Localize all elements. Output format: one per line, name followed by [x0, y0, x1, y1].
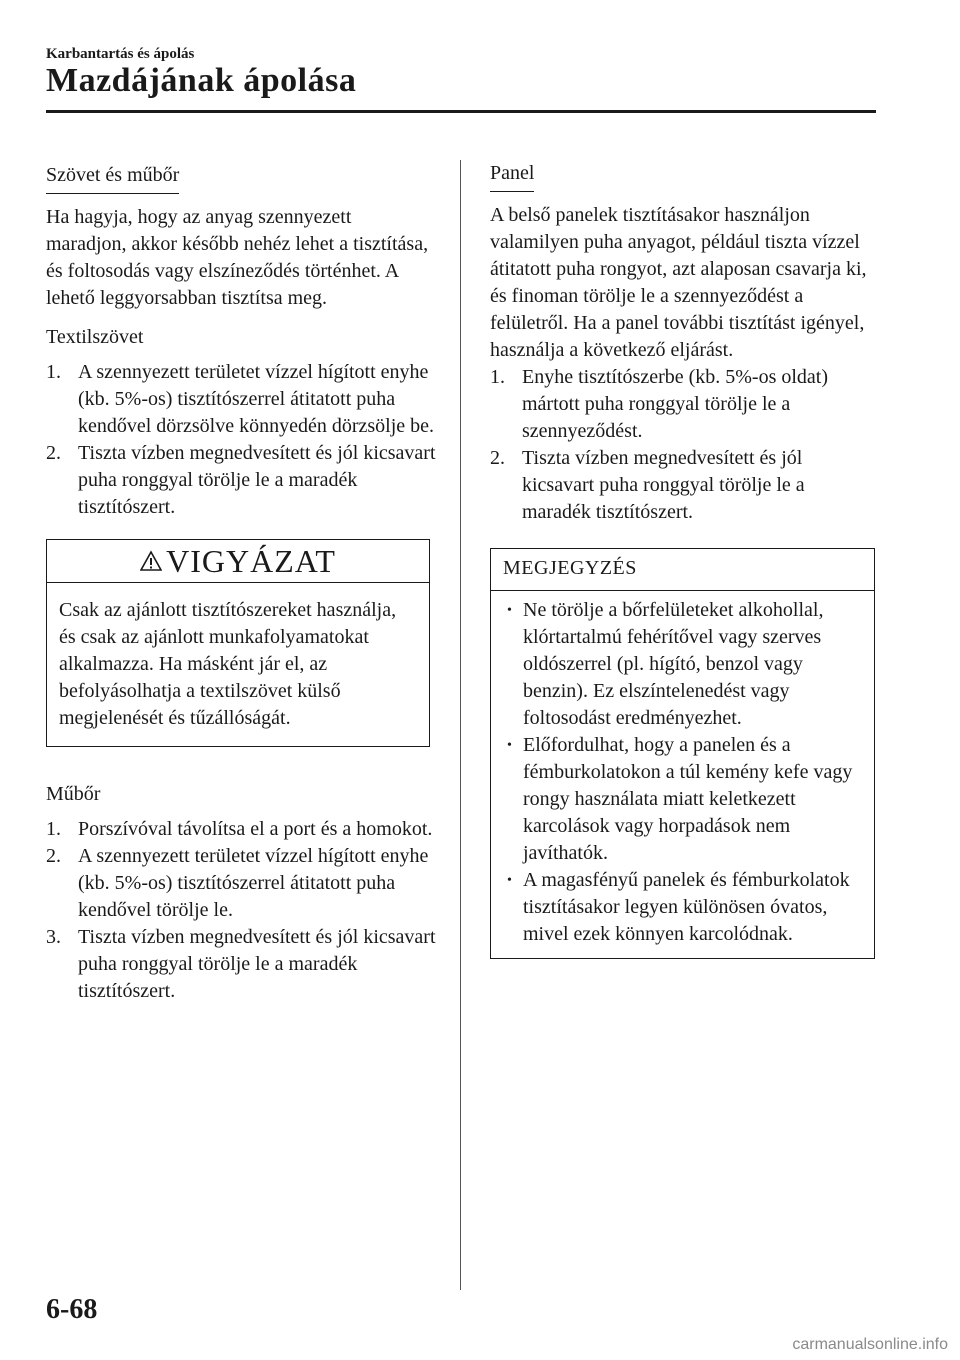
textile-title: Textilszövet — [46, 326, 144, 348]
step-text: A szennyezett területet vízzel hígított enyhe (kb. 5%-os) tisztítószerrel átitatott puha kendővel törölje le. — [78, 845, 429, 921]
panel-heading: Panel — [490, 160, 534, 192]
page-title: Mazdájának ápolása — [46, 62, 357, 99]
note-bullets — [501, 597, 864, 948]
step-number: 2. — [46, 442, 61, 464]
list-item — [46, 359, 436, 440]
step-text: Porszívóval távolítsa el a port és a homokot. — [78, 818, 433, 840]
title-rule — [46, 110, 876, 113]
right-column — [490, 160, 875, 959]
fabric-heading: Szövet és műbőr — [46, 162, 179, 194]
watermark: carmanualsonline.info — [792, 1336, 948, 1353]
list-item — [46, 440, 436, 521]
list-item — [46, 816, 436, 843]
list-item — [490, 364, 875, 445]
leather-title: Műbőr — [46, 783, 101, 805]
note-title: MEGJEGYZÉS — [491, 549, 874, 591]
list-item — [46, 924, 436, 1005]
step-text: Enyhe tisztítószerbe (kb. 5%-os oldat) mártott puha ronggyal törölje le a szennyeződést. — [522, 366, 829, 442]
section-label: Karbantartás és ápolás — [46, 46, 195, 62]
column-divider — [460, 160, 461, 1290]
page-number: 6-68 — [46, 1294, 98, 1325]
step-text: Tiszta vízben megnedvesített és jól kicsavart puha ronggyal törölje le a maradék tisztítószert. — [78, 926, 436, 1002]
panel-steps — [490, 364, 875, 526]
warning-triangle-icon — [140, 550, 162, 572]
bullet-icon: • — [507, 603, 512, 618]
bullet-icon: • — [507, 873, 512, 888]
step-text: Tiszta vízben megnedvesített és jól kicsavart puha ronggyal törölje le a maradék tisztítószert. — [522, 447, 805, 523]
list-item — [46, 843, 436, 924]
note-box — [490, 548, 875, 959]
panel-intro: A belső panelek tisztításakor használjon valamilyen puha anyagot, például tiszta vízzel átitatott puha rongyot, azt alaposan csavarja ki, és finoman törölje le a szennyeződést a felületről. Ha a panel további tisztítást igényel, használja a következő eljárást. — [490, 204, 867, 361]
step-number: 2. — [490, 447, 505, 469]
bullet-icon: • — [507, 738, 512, 753]
step-number: 3. — [46, 926, 61, 948]
leather-steps — [46, 816, 436, 1005]
list-item — [490, 445, 875, 526]
note-body — [491, 591, 874, 958]
caution-header — [47, 540, 429, 583]
caution-text: Csak az ajánlott tisztítószereket használja, és csak az ajánlott munkafolyamatokat alkalmazza. Ha másként jár el, az befolyásolhatja a textilszövet külső megjelenését és tűzállóságát. — [59, 599, 397, 729]
textile-steps — [46, 359, 436, 521]
caution-title: VIGYÁZAT — [166, 542, 336, 579]
caution-box — [46, 539, 430, 747]
fabric-intro: Ha hagyja, hogy az anyag szennyezett maradjon, akkor később nehéz lehet a tisztítása, és foltosodás vagy elszíneződés történhet. A lehető leggyorsabban tisztítsa meg. — [46, 206, 429, 309]
list-item — [501, 867, 864, 948]
step-number: 1. — [46, 361, 61, 383]
step-number: 1. — [490, 366, 505, 388]
step-number: 2. — [46, 845, 61, 867]
left-column — [46, 162, 436, 1005]
list-item — [501, 732, 864, 867]
bullet-text: Ne törölje a bőrfelületeket alkohollal, klórtartalmú fehérítővel vagy szerves oldószerrel (pl. hígító, benzol vagy benzin). Ez elszíntelenedést vagy foltosodást eredményezhet. — [523, 599, 824, 729]
bullet-text: A magasfényű panelek és fémburkolatok tisztításakor legyen különösen óvatos, mivel ezek könnyen karcolódnak. — [523, 869, 850, 945]
list-item — [501, 597, 864, 732]
step-number: 1. — [46, 818, 61, 840]
step-text: Tiszta vízben megnedvesített és jól kicsavart puha ronggyal törölje le a maradék tisztítószert. — [78, 442, 436, 518]
bullet-text: Előfordulhat, hogy a panelen és a fémburkolatokon a túl kemény kefe vagy rongy használata miatt keletkezett karcolások vagy horpadások nem javíthatók. — [523, 734, 853, 864]
step-text: A szennyezett területet vízzel hígított enyhe (kb. 5%-os) tisztítószerrel átitatott puha kendővel dörzsölve könnyedén dörzsölje be. — [78, 361, 435, 437]
